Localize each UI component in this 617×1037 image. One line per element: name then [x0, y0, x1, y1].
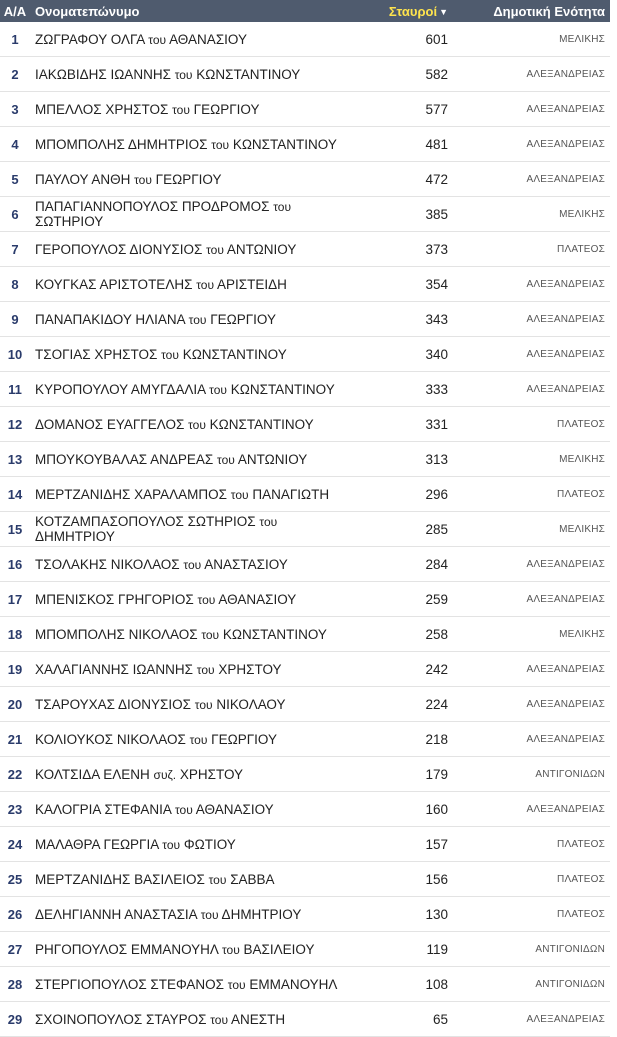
- votes-count: 340: [425, 346, 448, 362]
- candidate-name[interactable]: [30, 67, 360, 82]
- candidate-name[interactable]: [30, 907, 360, 922]
- father-name: ΑΝΑΣΤΑΣΙΟΥ: [204, 556, 288, 572]
- table-row[interactable]: [0, 57, 610, 92]
- father-prefix: του: [196, 662, 215, 677]
- votes-count: 218: [425, 731, 448, 747]
- row-number: 21: [7, 731, 23, 747]
- table-row[interactable]: [0, 582, 610, 617]
- votes-count: 601: [425, 31, 448, 47]
- father-prefix: του: [174, 67, 193, 82]
- table-row[interactable]: [0, 127, 610, 162]
- candidate-name[interactable]: [30, 872, 360, 887]
- candidate-name[interactable]: [30, 102, 360, 117]
- votes-count: 385: [425, 206, 448, 222]
- candidate-surname: ΡΗΓΟΠΟΥΛΟΣ ΕΜΜΑΝΟΥΗΛ: [35, 941, 219, 957]
- table-row[interactable]: [0, 407, 610, 442]
- row-number: 20: [7, 696, 23, 712]
- candidate-name[interactable]: [30, 732, 360, 747]
- votes-count: 179: [425, 766, 448, 782]
- row-number: 4: [11, 136, 19, 152]
- candidate-surname: ΜΠΟΥΚΟΥΒΑΛΑΣ ΑΝΔΡΕΑΣ: [35, 451, 214, 467]
- municipal-unit: ΜΕΛΙΚΗΣ: [559, 523, 605, 535]
- header-name[interactable]: Ονοματεπώνυμο: [35, 3, 140, 19]
- votes-count: 157: [425, 836, 448, 852]
- father-name: ΦΩΤΙΟΥ: [183, 836, 236, 852]
- municipal-unit: ΑΛΕΞΑΝΔΡΕΙΑΣ: [526, 173, 605, 185]
- father-prefix: του: [189, 732, 208, 747]
- votes-count: 242: [425, 661, 448, 677]
- table-row[interactable]: [0, 827, 610, 862]
- father-name: ΚΩΝΣΤΑΝΤΙΝΟΥ: [209, 416, 314, 432]
- municipal-unit: ΠΛΑΤΕΟΣ: [557, 873, 605, 885]
- father-name: ΚΩΝΣΤΑΝΤΙΝΟΥ: [232, 136, 337, 152]
- father-name: ΚΩΝΣΤΑΝΤΙΝΟΥ: [196, 66, 301, 82]
- row-number: 11: [8, 381, 22, 397]
- votes-count: 258: [425, 626, 448, 642]
- father-prefix: του: [273, 200, 292, 214]
- father-prefix: του: [230, 487, 249, 502]
- row-number: 6: [11, 206, 19, 222]
- table-row[interactable]: [0, 722, 610, 757]
- row-number: 27: [7, 941, 23, 957]
- header-unit[interactable]: Δημοτική Ενότητα: [493, 3, 605, 19]
- row-number: 7: [11, 241, 19, 257]
- candidate-name[interactable]: [30, 452, 360, 467]
- municipal-unit: ΠΛΑΤΕΟΣ: [557, 418, 605, 430]
- municipal-unit: ΜΕΛΙΚΗΣ: [559, 33, 605, 45]
- father-prefix: του: [210, 1012, 229, 1027]
- candidate-name[interactable]: [30, 662, 360, 677]
- row-number: 26: [7, 906, 23, 922]
- votes-count: 259: [425, 591, 448, 607]
- father-name: ΣΩΤΗΡΙΟΥ: [35, 214, 104, 229]
- votes-count: 472: [425, 171, 448, 187]
- row-number: 22: [7, 766, 23, 782]
- father-name: ΑΘΑΝΑΣΙΟΥ: [218, 591, 297, 607]
- municipal-unit: ΑΛΕΞΑΝΔΡΕΙΑΣ: [526, 278, 605, 290]
- candidate-surname: ΠΑΥΛΟΥ ΑΝΘΗ: [35, 171, 131, 187]
- votes-count: 284: [425, 556, 448, 572]
- header-votes-label: Σταυροί: [388, 3, 438, 19]
- row-number: 19: [7, 661, 23, 677]
- row-number: 9: [11, 311, 19, 327]
- municipal-unit: ΜΕΛΙΚΗΣ: [559, 628, 605, 640]
- father-prefix: του: [194, 697, 213, 712]
- candidate-name[interactable]: [30, 417, 360, 432]
- father-prefix: του: [259, 515, 278, 529]
- father-name: ΓΕΩΡΓΙΟΥ: [155, 171, 222, 187]
- candidate-surname: ΜΠΟΜΠΟΛΗΣ ΝΙΚΟΛΑΟΣ: [35, 626, 198, 642]
- row-number: 29: [7, 1011, 23, 1027]
- candidate-surname: ΠΑΠΑΓΙΑΝΝΟΠΟΥΛΟΣ ΠΡΟΔΡΟΜΟΣ: [35, 199, 270, 214]
- votes-count: 313: [425, 451, 448, 467]
- municipal-unit: ΑΛΕΞΑΝΔΡΕΙΑΣ: [526, 383, 605, 395]
- candidate-surname: ΚΥΡΟΠΟΥΛΟΥ ΑΜΥΓΔΑΛΙΑ: [35, 381, 206, 397]
- table-row[interactable]: [0, 337, 610, 372]
- votes-count: 130: [425, 906, 448, 922]
- candidate-surname: ΣΧΟΙΝΟΠΟΥΛΟΣ ΣΤΑΥΡΟΣ: [35, 1011, 207, 1027]
- municipal-unit: ΠΛΑΤΕΟΣ: [557, 838, 605, 850]
- father-prefix: του: [188, 312, 207, 327]
- father-name: ΑΝΕΣΤΗ: [231, 1011, 286, 1027]
- row-number: 5: [11, 171, 19, 187]
- candidate-name[interactable]: [30, 767, 360, 782]
- votes-count: 156: [425, 871, 448, 887]
- row-number: 14: [7, 486, 23, 502]
- municipal-unit: ΠΛΑΤΕΟΣ: [557, 243, 605, 255]
- candidate-surname: ΣΤΕΡΓΙΟΠΟΥΛΟΣ ΣΤΕΦΑΝΟΣ: [35, 976, 225, 992]
- table-row[interactable]: [0, 757, 610, 792]
- candidate-surname: ΤΣΑΡΟΥΧΑΣ ΔΙΟΝΥΣΙΟΣ: [35, 696, 191, 712]
- father-name: ΑΝΤΩΝΙΟΥ: [226, 241, 297, 257]
- table-row[interactable]: [0, 267, 610, 302]
- candidate-name[interactable]: [30, 172, 360, 187]
- candidate-surname: ΜΕΡΤΖΑΝΙΔΗΣ ΒΑΣΙΛΕΙΟΣ: [35, 871, 205, 887]
- father-name: ΚΩΝΣΤΑΝΤΙΝΟΥ: [230, 381, 335, 397]
- candidate-surname: ΜΠΟΜΠΟΛΗΣ ΔΗΜΗΤΡΙΟΣ: [35, 136, 208, 152]
- father-prefix: του: [209, 382, 227, 397]
- father-name: ΕΜΜΑΝΟΥΗΛ: [249, 976, 338, 992]
- candidate-surname: ΓΕΡΟΠΟΥΛΟΣ ΔΙΟΝΥΣΙΟΣ: [35, 241, 203, 257]
- municipal-unit: ΑΛΕΞΑΝΔΡΕΙΑΣ: [526, 803, 605, 815]
- father-prefix: του: [134, 172, 152, 187]
- father-name: ΝΙΚΟΛΑΟΥ: [216, 696, 286, 712]
- father-prefix: του: [206, 242, 224, 257]
- votes-count: 160: [425, 801, 448, 817]
- municipal-unit: ΜΕΛΙΚΗΣ: [559, 453, 605, 465]
- table-row[interactable]: [0, 302, 610, 337]
- father-prefix: του: [227, 977, 246, 992]
- father-name: ΑΘΑΝΑΣΙΟΥ: [169, 31, 247, 47]
- father-prefix: συζ.: [153, 767, 177, 782]
- candidate-name[interactable]: [30, 32, 360, 47]
- candidate-surname: ΤΣΟΓΙΑΣ ΧΡΗΣΤΟΣ: [35, 346, 158, 362]
- candidate-surname: ΖΩΓΡΑΦΟΥ ΟΛΓΑ: [35, 31, 145, 47]
- father-name: ΔΗΜΗΤΡΙΟΥ: [35, 529, 115, 544]
- municipal-unit: ΑΛΕΞΑΝΔΡΕΙΑΣ: [526, 593, 605, 605]
- candidate-name[interactable]: [30, 382, 360, 397]
- municipal-unit: ΑΛΕΞΑΝΔΡΕΙΑΣ: [526, 138, 605, 150]
- votes-count: 119: [426, 941, 448, 957]
- candidate-name[interactable]: [30, 1012, 360, 1027]
- row-number: 10: [7, 346, 23, 362]
- table-row[interactable]: [0, 862, 610, 897]
- father-name: ΓΕΩΡΓΙΟΥ: [210, 311, 276, 327]
- father-prefix: του: [183, 557, 202, 572]
- candidate-surname: ΚΑΛΟΓΡΙΑ ΣΤΕΦΑΝΙΑ: [35, 801, 172, 817]
- municipal-unit: ΜΕΛΙΚΗΣ: [559, 208, 605, 220]
- candidate-name[interactable]: [30, 592, 360, 607]
- candidate-surname: ΜΠΕΝΙΣΚΟΣ ΓΡΗΓΟΡΙΟΣ: [35, 591, 194, 607]
- candidate-name[interactable]: [30, 242, 360, 257]
- table-row[interactable]: [0, 687, 610, 722]
- candidate-name[interactable]: [30, 312, 360, 327]
- father-name: ΠΑΝΑΓΙΩΤΗ: [252, 486, 330, 502]
- header-votes-sort[interactable]: [360, 4, 450, 19]
- candidate-surname: ΙΑΚΩΒΙΔΗΣ ΙΩΑΝΝΗΣ: [35, 66, 171, 82]
- table-row[interactable]: [0, 617, 610, 652]
- father-prefix: του: [196, 277, 215, 292]
- candidate-name[interactable]: [30, 514, 360, 544]
- candidate-name[interactable]: [30, 277, 360, 292]
- municipal-unit: ΑΛΕΞΑΝΔΡΕΙΑΣ: [526, 558, 605, 570]
- votes-count: 582: [425, 66, 448, 82]
- votes-count: 343: [425, 311, 448, 327]
- votes-count: 577: [425, 101, 448, 117]
- table-row[interactable]: [0, 92, 610, 127]
- municipal-unit: ΑΛΕΞΑΝΔΡΕΙΑΣ: [526, 103, 605, 115]
- candidate-name[interactable]: [30, 137, 360, 152]
- row-number: 17: [7, 591, 23, 607]
- candidate-surname: ΜΠΕΛΛΟΣ ΧΡΗΣΤΟΣ: [35, 101, 169, 117]
- table-row[interactable]: [0, 162, 610, 197]
- table-row[interactable]: [0, 232, 610, 267]
- father-name: ΒΑΣΙΛΕΙΟΥ: [243, 941, 315, 957]
- father-name: ΓΕΩΡΓΙΟΥ: [193, 101, 260, 117]
- table-row[interactable]: [0, 652, 610, 687]
- candidate-name[interactable]: [30, 627, 360, 642]
- father-prefix: του: [162, 837, 181, 852]
- header-aa[interactable]: Α/Α: [3, 3, 27, 19]
- votes-count: 108: [425, 976, 448, 992]
- father-name: ΧΡΗΣΤΟΥ: [179, 766, 244, 782]
- municipal-unit: ΑΛΕΞΑΝΔΡΕΙΑΣ: [526, 1013, 605, 1025]
- candidate-name[interactable]: [30, 199, 360, 229]
- table-body: [0, 22, 610, 1037]
- triangle-down-icon: ▼: [439, 6, 448, 17]
- candidate-name[interactable]: [30, 487, 360, 502]
- row-number: 25: [7, 871, 23, 887]
- father-prefix: του: [174, 802, 193, 817]
- candidate-surname: ΚΟΥΓΚΑΣ ΑΡΙΣΤΟΤΕΛΗΣ: [35, 276, 193, 292]
- father-prefix: του: [217, 452, 235, 467]
- row-number: 13: [7, 451, 23, 467]
- candidate-name[interactable]: [30, 837, 360, 852]
- candidate-name[interactable]: [30, 557, 360, 572]
- candidate-surname: ΔΕΛΗΓΙΑΝΝΗ ΑΝΑΣΤΑΣΙΑ: [35, 906, 197, 922]
- municipal-unit: ΑΛΕΞΑΝΔΡΕΙΑΣ: [526, 663, 605, 675]
- table-row[interactable]: [0, 932, 610, 967]
- candidate-name[interactable]: [30, 977, 360, 992]
- municipal-unit: ΑΝΤΙΓΟΝΙΔΩΝ: [535, 768, 605, 780]
- candidate-surname: ΚΟΛΤΣΙΔΑ ΕΛΕΝΗ: [35, 766, 150, 782]
- row-number: 28: [7, 976, 23, 992]
- votes-count: 65: [432, 1011, 448, 1027]
- candidate-name[interactable]: [30, 942, 360, 957]
- votes-count: 354: [425, 276, 448, 292]
- votes-count: 296: [425, 486, 448, 502]
- father-prefix: του: [221, 942, 240, 957]
- candidate-surname: ΚΟΤΖΑΜΠΑΣΟΠΟΥΛΟΣ ΣΩΤΗΡΙΟΣ: [35, 514, 256, 529]
- father-name: ΑΡΙΣΤΕΙΔΗ: [217, 276, 287, 292]
- table-row[interactable]: [0, 547, 610, 582]
- municipal-unit: ΑΛΕΞΑΝΔΡΕΙΑΣ: [526, 313, 605, 325]
- municipal-unit: ΠΛΑΤΕΟΣ: [557, 908, 605, 920]
- table-row[interactable]: [0, 442, 610, 477]
- candidate-surname: ΚΟΛΙΟΥΚΟΣ ΝΙΚΟΛΑΟΣ: [35, 731, 186, 747]
- row-number: 3: [11, 101, 19, 117]
- table-row[interactable]: [0, 22, 610, 57]
- candidate-surname: ΜΑΛΑΘΡΑ ΓΕΩΡΓΙΑ: [35, 836, 159, 852]
- father-prefix: του: [172, 102, 190, 117]
- table-row[interactable]: [0, 477, 610, 512]
- table-row[interactable]: [0, 372, 610, 407]
- father-prefix: του: [211, 137, 230, 152]
- row-number: 8: [11, 276, 19, 292]
- father-prefix: του: [161, 347, 179, 362]
- row-number: 23: [7, 801, 23, 817]
- candidate-name[interactable]: [30, 802, 360, 817]
- votes-count: 224: [425, 696, 448, 712]
- table-row[interactable]: [0, 512, 610, 547]
- votes-count: 333: [425, 381, 448, 397]
- father-name: ΑΝΤΩΝΙΟΥ: [237, 451, 308, 467]
- father-name: ΚΩΝΣΤΑΝΤΙΝΟΥ: [182, 346, 287, 362]
- votes-count: 373: [425, 241, 448, 257]
- row-number: 12: [7, 416, 23, 432]
- father-prefix: του: [208, 872, 227, 887]
- father-prefix: του: [188, 417, 206, 432]
- row-number: 15: [7, 521, 23, 537]
- candidate-name[interactable]: [30, 697, 360, 712]
- father-name: ΧΡΗΣΤΟΥ: [218, 661, 282, 677]
- table-row[interactable]: [0, 897, 610, 932]
- table-row[interactable]: [0, 792, 610, 827]
- table-row[interactable]: [0, 967, 610, 1002]
- municipal-unit: ΑΝΤΙΓΟΝΙΔΩΝ: [535, 943, 605, 955]
- row-number: 18: [7, 626, 23, 642]
- candidate-surname: ΠΑΝΑΠΑΚΙΔΟΥ ΗΛΙΑΝΑ: [35, 311, 185, 327]
- municipal-unit: ΑΛΕΞΑΝΔΡΕΙΑΣ: [526, 348, 605, 360]
- municipal-unit: ΑΝΤΙΓΟΝΙΔΩΝ: [535, 978, 605, 990]
- father-name: ΣΑΒΒΑ: [230, 871, 275, 887]
- municipal-unit: ΠΛΑΤΕΟΣ: [557, 488, 605, 500]
- father-prefix: του: [197, 592, 216, 607]
- votes-count: 331: [425, 416, 448, 432]
- candidate-name[interactable]: [30, 347, 360, 362]
- municipal-unit: ΑΛΕΞΑΝΔΡΕΙΑΣ: [526, 698, 605, 710]
- candidate-surname: ΧΑΛΑΓΙΑΝΝΗΣ ΙΩΑΝΝΗΣ: [35, 661, 194, 677]
- row-number: 2: [11, 66, 19, 82]
- father-prefix: του: [201, 627, 220, 642]
- father-name: ΔΗΜΗΤΡΙΟΥ: [221, 906, 302, 922]
- candidate-surname: ΔΟΜΑΝΟΣ ΕΥΑΓΓΕΛΟΣ: [35, 416, 185, 432]
- table-header: [0, 0, 610, 22]
- candidate-surname: ΤΣΟΛΑΚΗΣ ΝΙΚΟΛΑΟΣ: [35, 556, 180, 572]
- municipal-unit: ΑΛΕΞΑΝΔΡΕΙΑΣ: [526, 733, 605, 745]
- row-number: 24: [7, 836, 23, 852]
- father-prefix: του: [200, 907, 219, 922]
- father-name: ΓΕΩΡΓΙΟΥ: [211, 731, 277, 747]
- candidate-surname: ΜΕΡΤΖΑΝΙΔΗΣ ΧΑΡΑΛΑΜΠΟΣ: [35, 486, 227, 502]
- row-number: 1: [11, 31, 19, 47]
- father-name: ΚΩΝΣΤΑΝΤΙΝΟΥ: [222, 626, 327, 642]
- table-row[interactable]: [0, 197, 610, 232]
- father-prefix: του: [148, 32, 167, 47]
- votes-count: 481: [425, 136, 448, 152]
- father-name: ΑΘΑΝΑΣΙΟΥ: [195, 801, 274, 817]
- row-number: 16: [7, 556, 23, 572]
- municipal-unit: ΑΛΕΞΑΝΔΡΕΙΑΣ: [526, 68, 605, 80]
- votes-count: 285: [425, 521, 448, 537]
